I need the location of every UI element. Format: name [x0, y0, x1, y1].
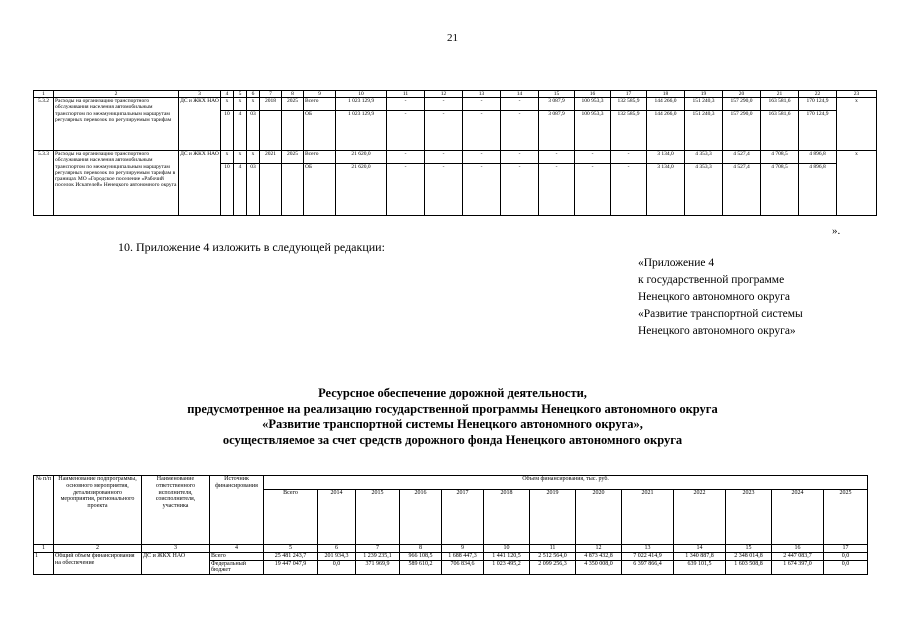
row-number: 5.3.3 [34, 151, 54, 216]
row-value: 639 101,5 [674, 560, 726, 575]
column-number: 3 [179, 91, 221, 98]
row-name: Расходы на организацию транспортного обслуживания населения автомобильным транспортом по межмуниципальным маршрутам регулярных перевозок по регулируемым тарифам [54, 98, 179, 151]
column-number: 22 [799, 91, 837, 98]
table-row [34, 98, 877, 111]
year-header: 2021 [622, 490, 674, 545]
column-number: 1 [34, 545, 54, 553]
row-value: 4 873 432,8 [576, 552, 622, 560]
row-c5: х [234, 151, 247, 164]
row-value: 100 953,3 [575, 98, 611, 111]
row-value: - [539, 164, 575, 216]
column-number: 1 [34, 91, 54, 98]
row-empty [282, 111, 304, 151]
column-number: 10 [484, 545, 530, 553]
row-empty [282, 164, 304, 216]
row-value: 170 124,9 [799, 111, 837, 151]
row-source: Всего [210, 552, 264, 560]
title-line: Ресурсное обеспечение дорожной деятельности, [318, 386, 587, 400]
column-number: 11 [387, 91, 425, 98]
column-number: 6 [247, 91, 260, 98]
row-value: 144 266,0 [647, 111, 685, 151]
row-value: 1 239 235,1 [356, 552, 400, 560]
column-number: 18 [647, 91, 685, 98]
column-number: 8 [400, 545, 442, 553]
row-value: - [425, 151, 463, 164]
row-empty [260, 111, 282, 151]
column-number: 16 [575, 91, 611, 98]
row-value: 4 353,3 [685, 151, 723, 164]
year-header: 2020 [576, 490, 622, 545]
appendix-line: Ненецкого автономного округа» [638, 325, 796, 337]
title-line: «Развитие транспортной системы Ненецкого автономного округа», [262, 417, 643, 431]
row-value: 1 340 887,8 [674, 552, 726, 560]
row-c4b: 10 [221, 111, 234, 151]
row-c5b: 4 [234, 164, 247, 216]
column-number: 15 [539, 91, 575, 98]
row-name: Общий объем финансирования на обеспечение [54, 552, 142, 574]
row-value: - [387, 111, 425, 151]
header-num: № п/п [34, 476, 54, 545]
column-number: 9 [442, 545, 484, 553]
row-value: 151 240,3 [685, 98, 723, 111]
row-value: 2 512 564,0 [530, 552, 576, 560]
row-number: 5.3.2 [34, 98, 54, 151]
row-value: 151 240,3 [685, 111, 723, 151]
column-number: 17 [824, 545, 868, 553]
row-value: - [501, 151, 539, 164]
row-value: - [539, 151, 575, 164]
row-value: - [425, 111, 463, 151]
row-value: 0,0 [824, 560, 868, 575]
year-header: 2015 [356, 490, 400, 545]
year-header: 2018 [484, 490, 530, 545]
row-last: х [837, 98, 877, 151]
row-value: 706 834,6 [442, 560, 484, 575]
column-number: 14 [674, 545, 726, 553]
row-value: - [425, 164, 463, 216]
row-end: 2025 [282, 151, 304, 164]
row-c6b: 03 [247, 164, 260, 216]
row-c4b: 10 [221, 164, 234, 216]
row-value: - [387, 98, 425, 111]
row-value: - [387, 164, 425, 216]
row-value: 4 708,5 [761, 164, 799, 216]
column-number: 13 [463, 91, 501, 98]
column-number: 13 [622, 545, 674, 553]
row-c6: х [247, 151, 260, 164]
column-number: 19 [685, 91, 723, 98]
row-value: 201 934,3 [318, 552, 356, 560]
column-number: 12 [576, 545, 622, 553]
row-value: - [611, 151, 647, 164]
year-header: Всего [264, 490, 318, 545]
row-source: Федеральный бюджет [210, 560, 264, 575]
column-number: 23 [837, 91, 877, 98]
row-value: - [611, 164, 647, 216]
row-empty [260, 164, 282, 216]
column-number: 15 [726, 545, 772, 553]
year-header: 2017 [442, 490, 484, 545]
row-value: 0,0 [318, 560, 356, 575]
row-name: Расходы на организацию транспортного обслуживания населения автомобильным транспортом по межмуниципальным маршрутам регулярных перевозок по регулируемым тарифам в границах МО «Городское поселение «Рабочий поселок Искателей» Ненецкого автономного округа [54, 151, 179, 216]
row-value: 157 290,0 [723, 98, 761, 111]
row-c4: х [221, 98, 234, 111]
document-title [0, 386, 905, 448]
column-number: 5 [234, 91, 247, 98]
row-value: 21 620,0 [336, 164, 387, 216]
row-value: 4 527,4 [723, 164, 761, 216]
column-number: 7 [260, 91, 282, 98]
row-value: 3 087,9 [539, 98, 575, 111]
row-value: 163 581,6 [761, 111, 799, 151]
row-value: - [463, 98, 501, 111]
row-value: 2 348 014,8 [726, 552, 772, 560]
appendix-caption [638, 255, 803, 340]
row-value: 3 134,0 [647, 151, 685, 164]
row-value: 170 124,9 [799, 98, 837, 111]
row-value: 163 581,6 [761, 98, 799, 111]
row-value: 4 527,4 [723, 151, 761, 164]
row-c5b: 4 [234, 111, 247, 151]
row-value: 19 447 047,9 [264, 560, 318, 575]
row-value: - [425, 98, 463, 111]
row-value: 144 266,0 [647, 98, 685, 111]
column-number: 7 [356, 545, 400, 553]
row-value: 3 087,9 [539, 111, 575, 151]
row-value: 6 397 866,4 [622, 560, 674, 575]
column-number: 16 [772, 545, 824, 553]
row-source: Всего [304, 151, 336, 164]
table-row [34, 552, 868, 560]
row-value: 132 585,9 [611, 98, 647, 111]
row-value: 1 023 129,9 [336, 98, 387, 111]
row-value: - [501, 111, 539, 151]
header-source: Источник финансирования [210, 476, 264, 545]
row-value: 1 023 495,2 [484, 560, 530, 575]
table-row [34, 151, 877, 164]
row-source: ОБ [304, 111, 336, 151]
row-value: 4 350 008,0 [576, 560, 622, 575]
row-value: 1 441 120,5 [484, 552, 530, 560]
column-number: 2 [54, 545, 142, 553]
row-value: 4 896,8 [799, 151, 837, 164]
year-header: 2025 [824, 490, 868, 545]
row-value: 4 708,5 [761, 151, 799, 164]
row-value: - [575, 164, 611, 216]
row-end: 2025 [282, 98, 304, 111]
row-value: 589 610,2 [400, 560, 442, 575]
row-value: 1 603 508,8 [726, 560, 772, 575]
row-value: 157 290,0 [723, 111, 761, 151]
column-number: 8 [282, 91, 304, 98]
row-value: 132 585,9 [611, 111, 647, 151]
year-header: 2014 [318, 490, 356, 545]
row-value: 4 896,8 [799, 164, 837, 216]
header-executor: Наименование ответственного исполнителя, соисполнителя, участника [142, 476, 210, 545]
appendix-line: «Развитие транспортной системы [638, 308, 803, 320]
year-header: 2024 [772, 490, 824, 545]
row-c4: х [221, 151, 234, 164]
row-value: - [501, 164, 539, 216]
title-line: осуществляемое за счет средств дорожного фонда Ненецкого автономного округа [222, 432, 683, 447]
row-value: 1 688 447,3 [442, 552, 484, 560]
row-start: 2018 [260, 98, 282, 111]
header-volume: Объем финансирования, тыс. руб. [264, 476, 868, 490]
row-c5: х [234, 98, 247, 111]
row-value: 25 481 243,7 [264, 552, 318, 560]
column-number: 6 [318, 545, 356, 553]
row-value: 3 134,0 [647, 164, 685, 216]
row-value: - [575, 151, 611, 164]
year-header: 2016 [400, 490, 442, 545]
row-value: 966 108,5 [400, 552, 442, 560]
row-value: 7 022 414,9 [622, 552, 674, 560]
header-name: Наименование подпрограммы, основного мероприятия, детализированного мероприятия, регионального проекта [54, 476, 142, 545]
column-number: 10 [336, 91, 387, 98]
row-value: 4 353,3 [685, 164, 723, 216]
appendix-line: Ненецкого автономного округа [638, 291, 790, 303]
title-line: предусмотренное на реализацию государственной программы Ненецкого автономного округа [187, 401, 718, 416]
row-number: 1 [34, 552, 54, 574]
column-number: 17 [611, 91, 647, 98]
row-last: х [837, 151, 877, 216]
continuation-table [33, 90, 877, 216]
row-value: 1 023 129,9 [336, 111, 387, 151]
column-number: 20 [723, 91, 761, 98]
row-executor: ДС и ЖКХ НАО [179, 98, 221, 151]
column-number: 5 [264, 545, 318, 553]
row-c6: х [247, 98, 260, 111]
column-number: 4 [221, 91, 234, 98]
column-number: 2 [54, 91, 179, 98]
row-value: 2 099 256,3 [530, 560, 576, 575]
row-value: - [463, 151, 501, 164]
row-start: 2021 [260, 151, 282, 164]
row-c6b: 03 [247, 111, 260, 151]
column-number-row [34, 91, 877, 98]
row-value: 0,0 [824, 552, 868, 560]
row-value: 21 620,0 [336, 151, 387, 164]
row-value: - [501, 98, 539, 111]
appendix-line: к государственной программе [638, 274, 785, 286]
resource-table [33, 475, 868, 575]
column-number: 21 [761, 91, 799, 98]
column-number: 12 [425, 91, 463, 98]
row-value: 1 674 397,0 [772, 560, 824, 575]
year-header: 2019 [530, 490, 576, 545]
row-executor: ДС и ЖКХ НАО [179, 151, 221, 216]
row-value: 371 969,9 [356, 560, 400, 575]
row-value: 100 953,3 [575, 111, 611, 151]
row-source: ОБ [304, 164, 336, 216]
amendment-item-10: 10. Приложение 4 изложить в следующей редакции: [118, 240, 385, 254]
column-number: 4 [210, 545, 264, 553]
column-number-row [34, 545, 868, 553]
row-value: - [463, 111, 501, 151]
row-value: - [387, 151, 425, 164]
column-number: 9 [304, 91, 336, 98]
row-value: 2 447 083,7 [772, 552, 824, 560]
row-value: - [463, 164, 501, 216]
row-source: Всего [304, 98, 336, 111]
row-executor: ДС и ЖКХ НАО [142, 552, 210, 574]
column-number: 14 [501, 91, 539, 98]
year-header: 2023 [726, 490, 772, 545]
year-header: 2022 [674, 490, 726, 545]
column-number: 11 [530, 545, 576, 553]
column-number: 3 [142, 545, 210, 553]
page-number: 21 [447, 32, 458, 44]
closing-quote: ». [832, 225, 841, 237]
appendix-line: «Приложение 4 [638, 257, 715, 269]
